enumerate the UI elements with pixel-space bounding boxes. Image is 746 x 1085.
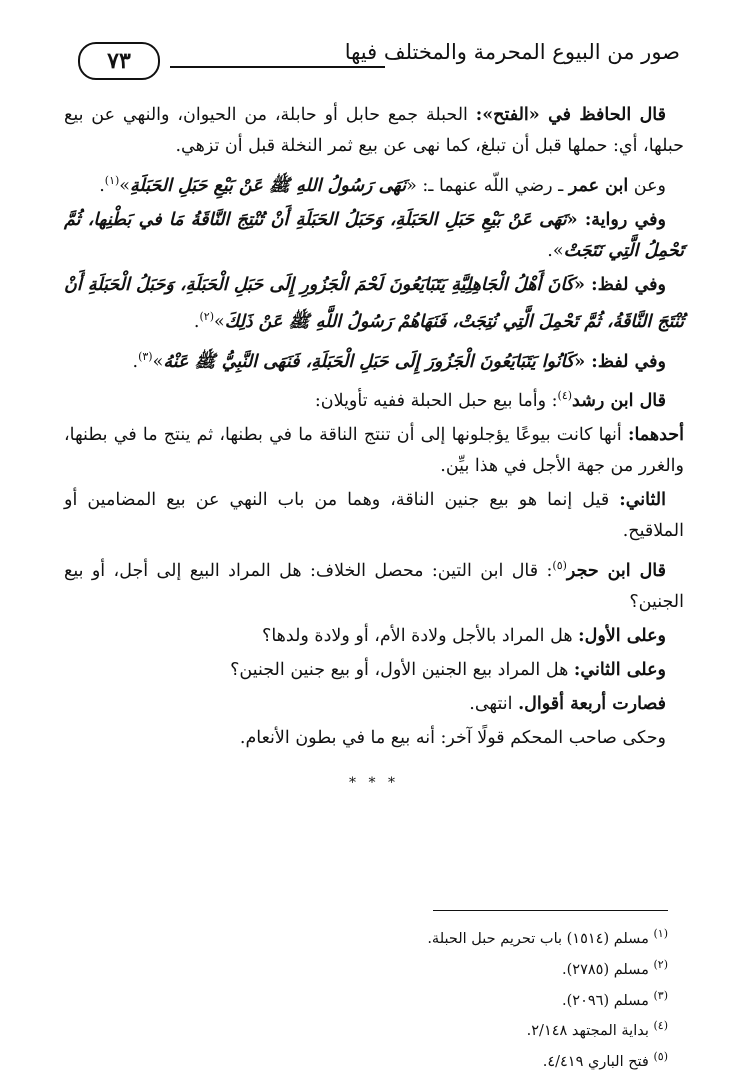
footnote-text: مسلم (١٥١٤) باب تحريم حبل الحبلة.: [427, 930, 649, 947]
text: وعن: [628, 175, 666, 196]
text: الحبلة جمع حابل أو حابلة، من الحيوان، والنهي عن بيع حبلها، أي: حملها قبل أن تبلغ، كما نهى عن بيع ثمر النخلة قبل أن تزهي.: [64, 105, 684, 156]
footnote-text: فتح الباري ٤/٤١٩.: [542, 1054, 649, 1071]
paragraph-2: [64, 165, 684, 202]
text: : وأما بيع حبل الحبلة ففيه تأويلان:: [314, 391, 558, 412]
main-text: [64, 100, 684, 799]
sub-list: [64, 621, 684, 754]
label: وفي رواية: «: [566, 209, 666, 230]
footnote-text: مسلم (٢٠٩٦).: [562, 992, 649, 1009]
footnote: [88, 921, 668, 952]
paragraph-10: [64, 621, 666, 652]
footnote-ref[interactable]: (١): [104, 174, 120, 187]
hadith-quote: نَهَى رَسُولُ اللهِ ﷺ عَنْ بَيْعِ حَبَلِ الحَبَلَةِ: [130, 175, 407, 196]
text: »: [214, 311, 225, 332]
label: وعلى الثاني:: [573, 660, 666, 681]
footnote-number: (١): [653, 927, 668, 940]
footnote: [88, 952, 668, 983]
hadith-quote: نَهَى عَنْ بَيْعِ حَبَلِ الحَبَلَةِ، وَحَبَلُ الحَبَلَةِ أَنْ تُنْتِجَ النَّاقَةُ مَا في بَطْنِها، ثُمَّ تَحْمِلُ الَّتِي نَتَجَتْ: [64, 209, 684, 261]
section-separator: * * *: [349, 775, 399, 792]
text: : قال ابن التين: محصل الخلاف: هل المراد البيع إلى أجل، أو بيع الجنين؟: [64, 561, 684, 613]
page-number: ٧٣: [78, 42, 160, 80]
text: »: [152, 351, 164, 372]
paragraph-3: [64, 205, 684, 267]
label: قال الحافظ في «الفتح»:: [475, 105, 666, 125]
text: ».: [547, 240, 564, 261]
paragraph-8: [64, 485, 684, 547]
footnote: [88, 1013, 668, 1044]
paragraph-12: [64, 689, 666, 720]
text: قيل إنما هو بيع جنين الناقة، وهما من باب النهي عن بيع المضامين أو الملاقيح.: [64, 490, 684, 542]
paragraph-6: [64, 380, 684, 417]
paragraph-5: [64, 341, 684, 378]
paragraph-13: [64, 723, 666, 754]
footnote-number: (٣): [653, 988, 668, 1002]
label: قال ابن رشد: [572, 391, 666, 412]
header-rule: [170, 66, 385, 68]
text: أنها كانت بيوعًا يؤجلونها إلى أن تنتج الناقة ما في بطنها، ثم ينتج ما في بطنها، والغرر من جهة الأجل في هذا بيِّن.: [64, 425, 684, 477]
page-header: [78, 38, 680, 82]
footnote: [88, 1044, 668, 1075]
paragraph-7: [64, 420, 684, 482]
footnote-text: بداية المجتهد ٢/١٤٨.: [526, 1023, 649, 1040]
footnote-number: (٤): [653, 1019, 668, 1033]
footnote-ref[interactable]: (٢): [199, 309, 214, 323]
footnote-ref[interactable]: (٥): [552, 559, 567, 573]
footnote: [88, 983, 668, 1014]
text: انتهى.: [469, 694, 519, 715]
paragraph-4: [64, 270, 684, 338]
paragraph-1: [64, 100, 684, 162]
paragraph-11: [64, 655, 666, 686]
footnote-rule: [433, 910, 668, 911]
text: .: [132, 351, 139, 372]
text: هل المراد بيع الجنين الأول، أو بيع جنين الجنين؟: [230, 660, 574, 681]
footnotes: [88, 910, 668, 1075]
running-title: صور من البيوع المحرمة والمختلف فيها: [344, 40, 680, 64]
footnote-ref[interactable]: (٤): [557, 389, 573, 403]
text: .: [193, 311, 200, 332]
footnote-number: (٢): [653, 957, 668, 971]
hadith-quote: كَانَ أَهْلُ الْجَاهِلِيَّةِ يَتَبَايَعُونَ لَحْمَ الْجَزُورِ إِلَى حَبَلِ الْحَبَلَةِ، وَحَبَلُ الْحَبَلَةِ أَنْ تُنْتَجَ النَّاقَةُ، ثُمَّ تَحْمِلَ الَّتِي نُتِجَتْ، فَنَهَاهُمْ رَسُولُ اللَّهِ ﷺ عَنْ ذَلِكَ: [64, 274, 684, 332]
label: وفي لفظ: «: [574, 274, 667, 295]
label: الثاني:: [619, 490, 666, 511]
label: فصارت أربعة أقوال.: [518, 694, 666, 715]
footnote-number: (٥): [653, 1050, 668, 1064]
text: .: [99, 175, 105, 196]
footnote-text: مسلم (٢٧٨٥).: [562, 961, 649, 978]
text: وحكى صاحب المحكم قولًا آخر: أنه بيع ما في بطون الأنعام.: [239, 728, 666, 749]
text: ـ رضي اللّه عنهما ـ: «: [406, 175, 569, 196]
footnote-ref[interactable]: (٣): [138, 349, 153, 363]
label: أحدهما:: [627, 425, 684, 446]
label: وعلى الأول:: [578, 626, 666, 647]
text: هل المراد بالأجل ولادة الأم، أو ولادة ولدها؟: [262, 626, 579, 647]
label: قال ابن حجر: [566, 561, 666, 582]
paragraph-9: [64, 550, 684, 618]
label: ابن عمر: [568, 175, 629, 196]
text: »: [119, 175, 131, 196]
label: وفي لفظ: «: [574, 351, 666, 372]
hadith-quote: كَانُوا يَتَبَايَعُونَ الْجَزُورَ إِلَى حَبَلِ الْحَبَلَةِ، فَنَهَى النَّبِيُّ ﷺ عَنْهُ: [163, 351, 575, 372]
